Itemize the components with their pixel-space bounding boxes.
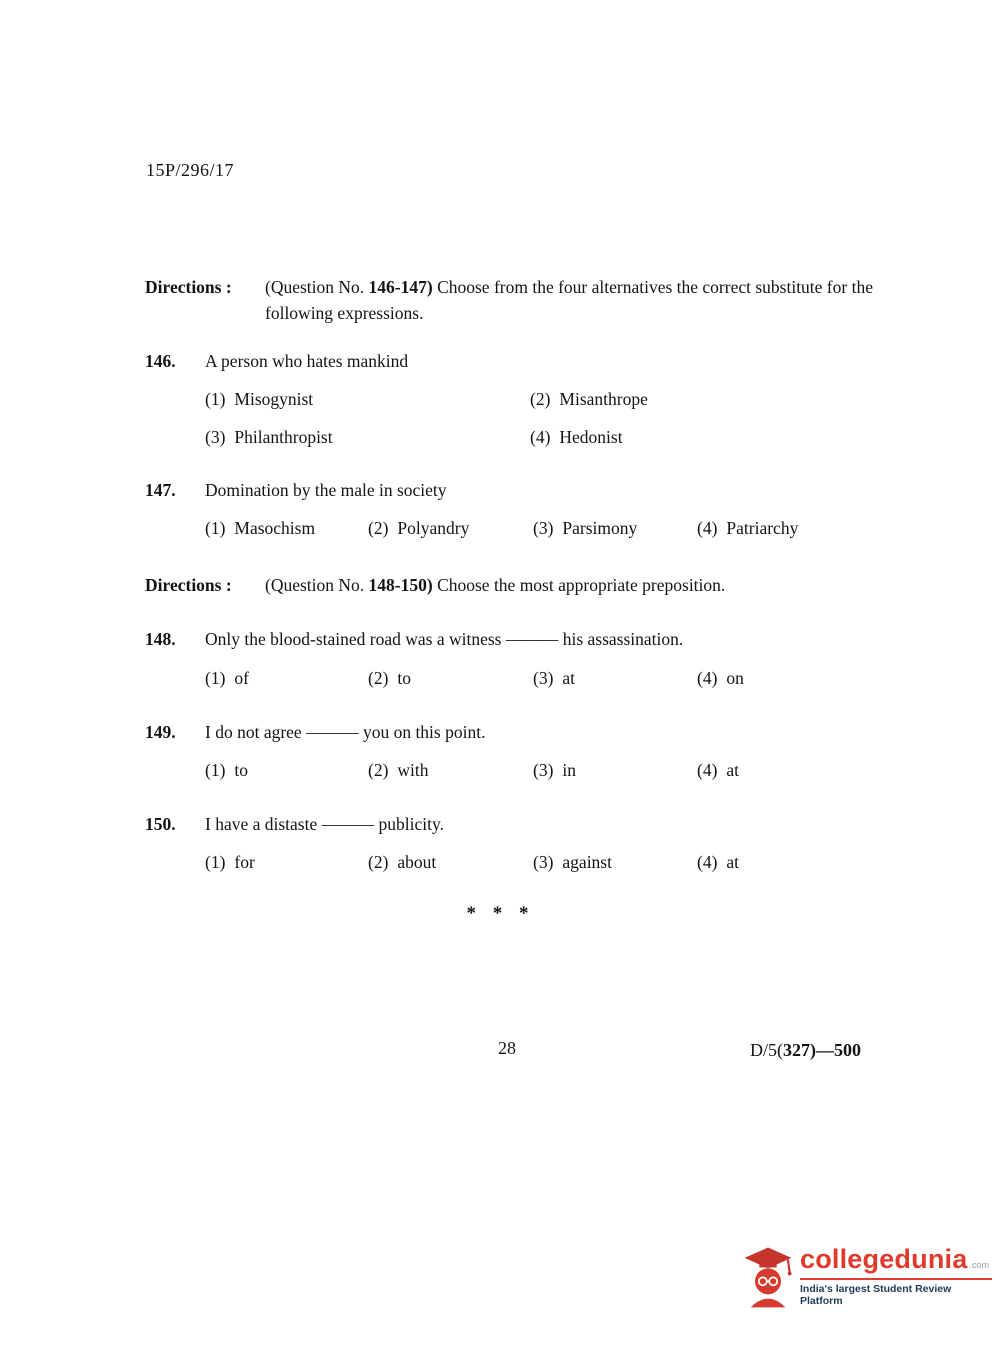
option-number: (4) [697, 852, 718, 872]
option [530, 427, 623, 448]
directions-question-range: 146-147) [368, 277, 433, 297]
logo-divider [800, 1278, 992, 1280]
option-text: Masochism [234, 518, 316, 538]
directions-label: Directions : [145, 575, 232, 595]
option-number: (4) [697, 668, 718, 688]
option-text: to [234, 760, 249, 780]
question-150 [145, 814, 444, 835]
option-text: Misogynist [234, 389, 314, 409]
question-147-options [145, 518, 905, 542]
option-number: (4) [697, 518, 718, 538]
option-text: at [726, 852, 740, 872]
option-text: Parsimony [562, 518, 638, 538]
print-code-bold: 327) [783, 1040, 816, 1060]
question-146-options-row-2 [145, 427, 905, 451]
option [530, 389, 648, 410]
option-text: against [562, 852, 612, 872]
question-146 [145, 351, 408, 372]
print-code-suffix: —500 [816, 1040, 861, 1060]
question-147 [145, 480, 447, 501]
option-text: Polyandry [397, 518, 470, 538]
question-number: 150. [145, 814, 176, 834]
option-number: (1) [205, 518, 226, 538]
option-text: Hedonist [559, 427, 623, 447]
directions-question-range: 148-150) [368, 575, 433, 595]
end-separator: * * * [466, 903, 535, 924]
option [205, 518, 315, 539]
option [697, 760, 739, 781]
question-number: 149. [145, 722, 176, 742]
option-text: to [397, 668, 412, 688]
option-text: in [562, 760, 577, 780]
option-text: with [397, 760, 429, 780]
option-number: (2) [368, 518, 389, 538]
option [205, 760, 248, 781]
option [697, 668, 744, 689]
question-148-options [145, 668, 905, 692]
question-number: 148. [145, 629, 176, 649]
directions-prefix: (Question No. [265, 575, 369, 595]
collegedunia-logo [742, 1244, 992, 1310]
option [533, 852, 612, 873]
question-150-options [145, 852, 905, 876]
option-text: at [562, 668, 576, 688]
option-text: on [726, 668, 744, 688]
page-number: 28 [498, 1038, 516, 1058]
question-number: 147. [145, 480, 176, 500]
option [533, 760, 576, 781]
option-number: (3) [205, 427, 226, 447]
question-text: I have a distaste ——— publicity. [205, 814, 444, 834]
collegedunia-tagline: India's largest Student Review Platform [800, 1283, 952, 1307]
directions-suffix: Choose the most appropriate preposition. [432, 575, 726, 595]
option-text: Patriarchy [726, 518, 799, 538]
directions-label: Directions : [145, 277, 232, 297]
question-149 [145, 722, 485, 743]
question-text: Domination by the male in society [205, 480, 447, 500]
collegedunia-logo-text [800, 1244, 992, 1307]
option-number: (1) [205, 668, 226, 688]
option-number: (3) [533, 852, 554, 872]
option [368, 668, 411, 689]
option-number: (1) [205, 760, 226, 780]
option [205, 427, 333, 448]
question-text: Only the blood-stained road was a witness ——— his assassination. [205, 629, 684, 649]
option-number: (1) [205, 389, 226, 409]
directions-block-1 [145, 274, 890, 326]
option-text: about [397, 852, 437, 872]
option-text: Misanthrope [559, 389, 648, 409]
option-number: (2) [530, 389, 551, 409]
option [205, 389, 313, 410]
option-text: Philanthropist [234, 427, 333, 447]
option [368, 760, 429, 781]
paper-code: 15P/296/17 [146, 160, 235, 180]
directions-text [265, 572, 890, 598]
directions-text [265, 274, 890, 326]
option [533, 668, 575, 689]
option [533, 518, 637, 539]
question-146-options-row-1 [145, 389, 905, 413]
directions-prefix: (Question No. [265, 277, 369, 297]
collegedunia-mascot-icon [742, 1244, 794, 1310]
option-number: (2) [368, 852, 389, 872]
option [697, 518, 798, 539]
question-148 [145, 629, 683, 650]
option-number: (4) [697, 760, 718, 780]
question-text: I do not agree ——— you on this point. [205, 722, 486, 742]
option [205, 668, 249, 689]
option [368, 852, 436, 873]
collegedunia-brand-text: collegedunia [800, 1244, 968, 1274]
option-number: (4) [530, 427, 551, 447]
option [205, 852, 255, 873]
option [697, 852, 739, 873]
question-149-options [145, 760, 905, 784]
option-text: of [234, 668, 249, 688]
question-text: A person who hates mankind [205, 351, 409, 371]
directions-suffix: Choose from the four alternatives the correct substitute for the following expressions. [265, 277, 873, 323]
option-number: (2) [368, 668, 389, 688]
collegedunia-tld-text: .com [969, 1260, 989, 1270]
option-text: at [726, 760, 740, 780]
directions-block-2 [145, 572, 890, 598]
question-number: 146. [145, 351, 176, 371]
print-code-prefix: D/5( [750, 1040, 783, 1060]
option-number: (3) [533, 760, 554, 780]
option [368, 518, 469, 539]
option-text: for [234, 852, 255, 872]
option-number: (1) [205, 852, 226, 872]
option-number: (3) [533, 518, 554, 538]
option-number: (2) [368, 760, 389, 780]
print-code [750, 1040, 890, 1061]
option-number: (3) [533, 668, 554, 688]
